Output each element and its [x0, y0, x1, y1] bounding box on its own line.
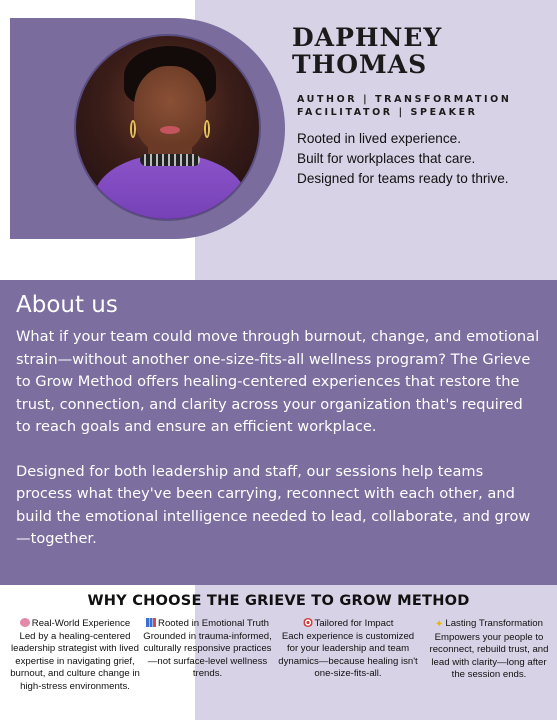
- feature-title: Real-World Experience: [31, 618, 131, 629]
- feature-body: Grounded in trauma-informed, culturally responsive practices—not surface-level wellness trends.: [143, 630, 272, 680]
- feature-body: Each experience is customized for your leadership and team dynamics—because healing isn't one-size-fits-all.: [278, 630, 418, 680]
- portrait-lips: [160, 126, 180, 134]
- person-name: DAPHNEY THOMAS: [292, 23, 443, 79]
- feature-emotional-truth: [140, 618, 275, 681]
- about-section: [0, 280, 557, 585]
- feature-real-world-experience: [8, 618, 142, 694]
- bar-chart-icon: [146, 618, 156, 627]
- tagline-line: Designed for teams ready to thrive.: [297, 171, 509, 186]
- tagline-line: Rooted in lived experience.: [297, 131, 461, 146]
- feature-title: Tailored for Impact: [314, 618, 394, 629]
- sparkle-icon: ✦: [435, 619, 444, 630]
- portrait-earring-right: [204, 120, 210, 138]
- feature-body: Empowers your people to reconnect, rebuild trust, and lead with clarity—long after the session ends.: [429, 631, 549, 681]
- person-roles: AUTHOR | TRANSFORMATION FACILITATOR | SPEAKER: [297, 94, 512, 118]
- feature-lasting-transformation: [426, 618, 552, 682]
- portrait-necklace: [140, 154, 200, 166]
- tagline: [297, 129, 547, 189]
- portrait-earring-left: [130, 120, 136, 138]
- about-paragraph: What if your team could move through burnout, change, and emotional strain—without another one-size-fits-all wellness program? The Grieve to Grow Method offers healing-centered experiences that restore the trust, connection, and clarity across your organization that's required to reach goals and ensure an efficient workplace.: [16, 328, 540, 435]
- about-heading: About us: [16, 292, 118, 318]
- target-icon: [303, 618, 313, 627]
- feature-body: Led by a healing-centered leadership strategist with lived expertise in navigating grief, burnout, and culture change in high-stress environments.: [10, 630, 140, 692]
- features-row: [0, 618, 557, 720]
- portrait-photo: [74, 34, 261, 221]
- about-paragraph: Designed for both leadership and staff, our sessions help teams process what they've been carrying, reconnect with each other, and build the emotional intelligence needed to lead, collaborate, and grow—together.: [16, 462, 531, 547]
- feature-tailored-impact: [278, 618, 418, 681]
- portrait-face: [134, 66, 206, 154]
- feature-title: Rooted in Emotional Truth: [158, 618, 269, 629]
- why-heading: WHY CHOOSE THE GRIEVE TO GROW METHOD: [87, 592, 470, 609]
- brain-icon: [20, 618, 30, 627]
- tagline-line: Built for workplaces that care.: [297, 151, 476, 166]
- feature-title: Lasting Transformation: [445, 618, 543, 629]
